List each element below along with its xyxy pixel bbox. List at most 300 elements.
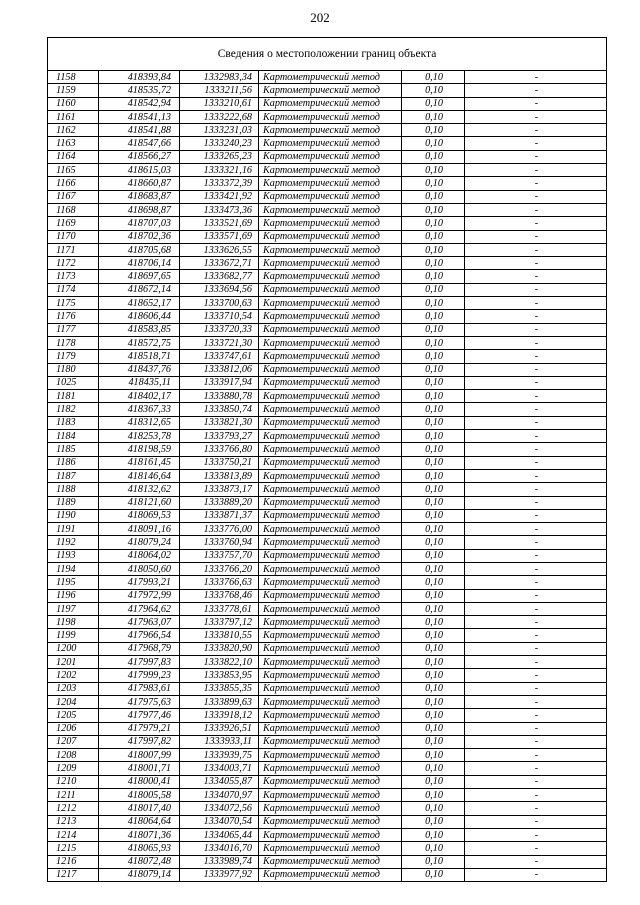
method-cell: Картометрический метод [259, 549, 402, 562]
description-cell: - [465, 868, 607, 881]
accuracy-cell: 0,10 [402, 257, 465, 270]
x-coordinate-cell: 418072,48 [99, 855, 180, 868]
point-number-cell: 1195 [48, 576, 99, 589]
method-cell: Картометрический метод [259, 709, 402, 722]
x-coordinate-cell: 418702,36 [99, 230, 180, 243]
y-coordinate-cell: 1333873,17 [180, 483, 259, 496]
point-number-cell: 1170 [48, 230, 99, 243]
point-number-cell: 1203 [48, 682, 99, 695]
table-row [48, 842, 606, 855]
accuracy-cell: 0,10 [402, 509, 465, 522]
table-row [48, 802, 606, 815]
table-row [48, 509, 606, 522]
point-number-cell: 1208 [48, 749, 99, 762]
accuracy-cell: 0,10 [402, 562, 465, 575]
accuracy-cell: 0,10 [402, 97, 465, 110]
method-cell: Картометрический метод [259, 523, 402, 536]
description-cell: - [465, 336, 607, 349]
y-coordinate-cell: 1333766,20 [180, 562, 259, 575]
x-coordinate-cell: 418000,41 [99, 775, 180, 788]
y-coordinate-cell: 1333939,75 [180, 749, 259, 762]
point-number-cell: 1158 [48, 71, 99, 84]
y-coordinate-cell: 1333760,94 [180, 536, 259, 549]
accuracy-cell: 0,10 [402, 722, 465, 735]
y-coordinate-cell: 1333989,74 [180, 855, 259, 868]
accuracy-cell: 0,10 [402, 150, 465, 163]
method-cell: Картометрический метод [259, 602, 402, 615]
x-coordinate-cell: 418091,16 [99, 523, 180, 536]
point-number-cell: 1193 [48, 549, 99, 562]
accuracy-cell: 0,10 [402, 789, 465, 802]
method-cell: Картометрический метод [259, 336, 402, 349]
point-number-cell: 1167 [48, 190, 99, 203]
table-row [48, 722, 606, 735]
accuracy-cell: 0,10 [402, 297, 465, 310]
table-row [48, 749, 606, 762]
y-coordinate-cell: 1333721,30 [180, 336, 259, 349]
method-cell: Картометрический метод [259, 842, 402, 855]
method-cell: Картометрический метод [259, 443, 402, 456]
accuracy-cell: 0,10 [402, 656, 465, 669]
y-coordinate-cell: 1333918,12 [180, 709, 259, 722]
x-coordinate-cell: 418007,99 [99, 749, 180, 762]
point-number-cell: 1202 [48, 669, 99, 682]
point-number-cell: 1182 [48, 403, 99, 416]
method-cell: Картометрический метод [259, 815, 402, 828]
method-cell: Картометрический метод [259, 110, 402, 123]
y-coordinate-cell: 1333977,92 [180, 868, 259, 881]
table-row [48, 562, 606, 575]
method-cell: Картометрический метод [259, 257, 402, 270]
table-row [48, 390, 606, 403]
accuracy-cell: 0,10 [402, 137, 465, 150]
description-cell: - [465, 110, 607, 123]
method-cell: Картометрический метод [259, 828, 402, 841]
table-row [48, 336, 606, 349]
description-cell: - [465, 602, 607, 615]
x-coordinate-cell: 418065,93 [99, 842, 180, 855]
point-number-cell: 1159 [48, 84, 99, 97]
table-row [48, 669, 606, 682]
description-cell: - [465, 150, 607, 163]
method-cell: Картометрический метод [259, 682, 402, 695]
x-coordinate-cell: 418146,64 [99, 469, 180, 482]
accuracy-cell: 0,10 [402, 243, 465, 256]
point-number-cell: 1168 [48, 203, 99, 216]
method-cell: Картометрический метод [259, 669, 402, 682]
point-number-cell: 1191 [48, 523, 99, 536]
table-row [48, 350, 606, 363]
point-number-cell: 1169 [48, 217, 99, 230]
method-cell: Картометрический метод [259, 230, 402, 243]
table-row [48, 297, 606, 310]
y-coordinate-cell: 1333853,95 [180, 669, 259, 682]
accuracy-cell: 0,10 [402, 217, 465, 230]
point-number-cell: 1184 [48, 430, 99, 443]
method-cell: Картометрический метод [259, 509, 402, 522]
accuracy-cell: 0,10 [402, 802, 465, 815]
x-coordinate-cell: 417963,07 [99, 616, 180, 629]
x-coordinate-cell: 418001,71 [99, 762, 180, 775]
point-number-cell: 1198 [48, 616, 99, 629]
y-coordinate-cell: 1333776,00 [180, 523, 259, 536]
accuracy-cell: 0,10 [402, 469, 465, 482]
description-cell: - [465, 722, 607, 735]
x-coordinate-cell: 418253,78 [99, 430, 180, 443]
table-row [48, 536, 606, 549]
table-row [48, 642, 606, 655]
accuracy-cell: 0,10 [402, 868, 465, 881]
table-row [48, 496, 606, 509]
description-cell: - [465, 682, 607, 695]
method-cell: Картометрический метод [259, 868, 402, 881]
description-cell: - [465, 177, 607, 190]
table-row [48, 602, 606, 615]
point-number-cell: 1215 [48, 842, 99, 855]
accuracy-cell: 0,10 [402, 762, 465, 775]
description-cell: - [465, 549, 607, 562]
x-coordinate-cell: 418566,27 [99, 150, 180, 163]
y-coordinate-cell: 1333747,61 [180, 350, 259, 363]
y-coordinate-cell: 1333571,69 [180, 230, 259, 243]
accuracy-cell: 0,10 [402, 616, 465, 629]
table-row [48, 150, 606, 163]
description-cell: - [465, 855, 607, 868]
x-coordinate-cell: 418435,11 [99, 376, 180, 389]
accuracy-cell: 0,10 [402, 270, 465, 283]
y-coordinate-cell: 1333766,63 [180, 576, 259, 589]
table-row [48, 855, 606, 868]
method-cell: Картометрический метод [259, 203, 402, 216]
accuracy-cell: 0,10 [402, 695, 465, 708]
accuracy-cell: 0,10 [402, 855, 465, 868]
table-row [48, 416, 606, 429]
description-cell: - [465, 390, 607, 403]
y-coordinate-cell: 1334065,44 [180, 828, 259, 841]
description-cell: - [465, 828, 607, 841]
y-coordinate-cell: 1333321,16 [180, 164, 259, 177]
x-coordinate-cell: 418697,65 [99, 270, 180, 283]
method-cell: Картометрический метод [259, 656, 402, 669]
accuracy-cell: 0,10 [402, 430, 465, 443]
accuracy-cell: 0,10 [402, 642, 465, 655]
method-cell: Картометрический метод [259, 722, 402, 735]
x-coordinate-cell: 418615,03 [99, 164, 180, 177]
table-row [48, 97, 606, 110]
accuracy-cell: 0,10 [402, 483, 465, 496]
accuracy-cell: 0,10 [402, 363, 465, 376]
point-number-cell: 1213 [48, 815, 99, 828]
x-coordinate-cell: 418393,84 [99, 71, 180, 84]
y-coordinate-cell: 1333821,30 [180, 416, 259, 429]
x-coordinate-cell: 418547,66 [99, 137, 180, 150]
point-number-cell: 1161 [48, 110, 99, 123]
y-coordinate-cell: 1333240,23 [180, 137, 259, 150]
description-cell: - [465, 735, 607, 748]
table-row [48, 124, 606, 137]
point-number-cell: 1174 [48, 283, 99, 296]
y-coordinate-cell: 1333797,12 [180, 616, 259, 629]
x-coordinate-cell: 418572,75 [99, 336, 180, 349]
point-number-cell: 1206 [48, 722, 99, 735]
table-row [48, 469, 606, 482]
description-cell: - [465, 483, 607, 496]
method-cell: Картометрический метод [259, 403, 402, 416]
table-title: Сведения о местоположении границ объекта [48, 38, 606, 71]
point-number-cell: 1183 [48, 416, 99, 429]
accuracy-cell: 0,10 [402, 735, 465, 748]
y-coordinate-cell: 1333889,20 [180, 496, 259, 509]
point-number-cell: 1164 [48, 150, 99, 163]
accuracy-cell: 0,10 [402, 828, 465, 841]
y-coordinate-cell: 1333421,92 [180, 190, 259, 203]
method-cell: Картометрический метод [259, 97, 402, 110]
y-coordinate-cell: 1333850,74 [180, 403, 259, 416]
table-row [48, 310, 606, 323]
y-coordinate-cell: 1333933,11 [180, 735, 259, 748]
description-cell: - [465, 496, 607, 509]
accuracy-cell: 0,10 [402, 669, 465, 682]
x-coordinate-cell: 417983,61 [99, 682, 180, 695]
description-cell: - [465, 97, 607, 110]
point-number-cell: 1197 [48, 602, 99, 615]
method-cell: Картометрический метод [259, 190, 402, 203]
point-number-cell: 1210 [48, 775, 99, 788]
accuracy-cell: 0,10 [402, 523, 465, 536]
x-coordinate-cell: 418017,40 [99, 802, 180, 815]
y-coordinate-cell: 1333694,56 [180, 283, 259, 296]
accuracy-cell: 0,10 [402, 842, 465, 855]
method-cell: Картометрический метод [259, 283, 402, 296]
x-coordinate-cell: 417966,54 [99, 629, 180, 642]
method-cell: Картометрический метод [259, 177, 402, 190]
point-number-cell: 1173 [48, 270, 99, 283]
description-cell: - [465, 509, 607, 522]
method-cell: Картометрический метод [259, 363, 402, 376]
x-coordinate-cell: 417977,46 [99, 709, 180, 722]
x-coordinate-cell: 418069,53 [99, 509, 180, 522]
point-number-cell: 1162 [48, 124, 99, 137]
description-cell: - [465, 709, 607, 722]
y-coordinate-cell: 1333473,36 [180, 203, 259, 216]
accuracy-cell: 0,10 [402, 576, 465, 589]
table-row [48, 283, 606, 296]
table-row [48, 84, 606, 97]
point-number-cell: 1190 [48, 509, 99, 522]
point-number-cell: 1212 [48, 802, 99, 815]
method-cell: Картометрический метод [259, 695, 402, 708]
table-row [48, 71, 606, 84]
point-number-cell: 1209 [48, 762, 99, 775]
method-cell: Картометрический метод [259, 789, 402, 802]
description-cell: - [465, 642, 607, 655]
method-cell: Картометрический метод [259, 297, 402, 310]
point-number-cell: 1166 [48, 177, 99, 190]
accuracy-cell: 0,10 [402, 416, 465, 429]
x-coordinate-cell: 418707,03 [99, 217, 180, 230]
x-coordinate-cell: 418652,17 [99, 297, 180, 310]
x-coordinate-cell: 418698,87 [99, 203, 180, 216]
method-cell: Картометрический метод [259, 589, 402, 602]
description-cell: - [465, 762, 607, 775]
y-coordinate-cell: 1333917,94 [180, 376, 259, 389]
x-coordinate-cell: 418583,85 [99, 323, 180, 336]
description-cell: - [465, 416, 607, 429]
x-coordinate-cell: 418541,88 [99, 124, 180, 137]
method-cell: Картометрический метод [259, 469, 402, 482]
point-number-cell: 1188 [48, 483, 99, 496]
table-row [48, 709, 606, 722]
x-coordinate-cell: 418535,72 [99, 84, 180, 97]
method-cell: Картометрический метод [259, 137, 402, 150]
x-coordinate-cell: 417993,21 [99, 576, 180, 589]
point-number-cell: 1199 [48, 629, 99, 642]
accuracy-cell: 0,10 [402, 310, 465, 323]
y-coordinate-cell: 1333672,71 [180, 257, 259, 270]
method-cell: Картометрический метод [259, 536, 402, 549]
accuracy-cell: 0,10 [402, 124, 465, 137]
method-cell: Картометрический метод [259, 270, 402, 283]
description-cell: - [465, 164, 607, 177]
accuracy-cell: 0,10 [402, 456, 465, 469]
table-row [48, 243, 606, 256]
x-coordinate-cell: 418079,24 [99, 536, 180, 549]
point-number-cell: 1216 [48, 855, 99, 868]
description-cell: - [465, 257, 607, 270]
description-cell: - [465, 456, 607, 469]
method-cell: Картометрический метод [259, 762, 402, 775]
point-number-cell: 1201 [48, 656, 99, 669]
x-coordinate-cell: 418541,13 [99, 110, 180, 123]
page-number: 202 [310, 10, 330, 25]
point-number-cell: 1165 [48, 164, 99, 177]
table-row [48, 203, 606, 216]
point-number-cell: 1211 [48, 789, 99, 802]
point-number-cell: 1207 [48, 735, 99, 748]
point-number-cell: 1177 [48, 323, 99, 336]
description-cell: - [465, 536, 607, 549]
x-coordinate-cell: 418071,36 [99, 828, 180, 841]
table-row [48, 735, 606, 748]
method-cell: Картометрический метод [259, 416, 402, 429]
point-number-cell: 1185 [48, 443, 99, 456]
accuracy-cell: 0,10 [402, 323, 465, 336]
x-coordinate-cell: 417979,21 [99, 722, 180, 735]
accuracy-cell: 0,10 [402, 190, 465, 203]
table-row [48, 616, 606, 629]
y-coordinate-cell: 1333757,70 [180, 549, 259, 562]
method-cell: Картометрический метод [259, 483, 402, 496]
accuracy-cell: 0,10 [402, 390, 465, 403]
method-cell: Картометрический метод [259, 150, 402, 163]
method-cell: Картометрический метод [259, 576, 402, 589]
description-cell: - [465, 775, 607, 788]
x-coordinate-cell: 418705,68 [99, 243, 180, 256]
x-coordinate-cell: 417999,23 [99, 669, 180, 682]
description-cell: - [465, 656, 607, 669]
point-number-cell: 1180 [48, 363, 99, 376]
description-cell: - [465, 789, 607, 802]
y-coordinate-cell: 1333855,35 [180, 682, 259, 695]
method-cell: Картометрический метод [259, 323, 402, 336]
x-coordinate-cell: 418437,76 [99, 363, 180, 376]
accuracy-cell: 0,10 [402, 682, 465, 695]
y-coordinate-cell: 1333521,69 [180, 217, 259, 230]
point-number-cell: 1189 [48, 496, 99, 509]
point-number-cell: 1176 [48, 310, 99, 323]
x-coordinate-cell: 418672,14 [99, 283, 180, 296]
y-coordinate-cell: 1333778,61 [180, 602, 259, 615]
description-cell: - [465, 576, 607, 589]
table-row [48, 775, 606, 788]
y-coordinate-cell: 1332983,34 [180, 71, 259, 84]
accuracy-cell: 0,10 [402, 164, 465, 177]
point-number-cell: 1217 [48, 868, 99, 881]
accuracy-cell: 0,10 [402, 549, 465, 562]
x-coordinate-cell: 418064,02 [99, 549, 180, 562]
description-cell: - [465, 562, 607, 575]
table-row [48, 483, 606, 496]
y-coordinate-cell: 1333700,63 [180, 297, 259, 310]
description-cell: - [465, 443, 607, 456]
description-cell: - [465, 84, 607, 97]
table-row [48, 403, 606, 416]
table-row [48, 828, 606, 841]
x-coordinate-cell: 418132,62 [99, 483, 180, 496]
accuracy-cell: 0,10 [402, 602, 465, 615]
accuracy-cell: 0,10 [402, 589, 465, 602]
description-cell: - [465, 430, 607, 443]
method-cell: Картометрический метод [259, 84, 402, 97]
table-row [48, 815, 606, 828]
method-cell: Картометрический метод [259, 616, 402, 629]
table-row [48, 589, 606, 602]
accuracy-cell: 0,10 [402, 496, 465, 509]
description-cell: - [465, 695, 607, 708]
table-row [48, 177, 606, 190]
table-row [48, 868, 606, 881]
x-coordinate-cell: 418079,14 [99, 868, 180, 881]
y-coordinate-cell: 1333766,80 [180, 443, 259, 456]
point-number-cell: 1194 [48, 562, 99, 575]
table-row [48, 217, 606, 230]
method-cell: Картометрический метод [259, 310, 402, 323]
point-number-cell: 1175 [48, 297, 99, 310]
y-coordinate-cell: 1333626,55 [180, 243, 259, 256]
x-coordinate-cell: 418518,71 [99, 350, 180, 363]
table-row [48, 164, 606, 177]
y-coordinate-cell: 1333926,51 [180, 722, 259, 735]
description-cell: - [465, 363, 607, 376]
accuracy-cell: 0,10 [402, 775, 465, 788]
point-number-cell: 1196 [48, 589, 99, 602]
point-number-cell: 1214 [48, 828, 99, 841]
description-cell: - [465, 469, 607, 482]
point-number-cell: 1204 [48, 695, 99, 708]
accuracy-cell: 0,10 [402, 749, 465, 762]
x-coordinate-cell: 418005,58 [99, 789, 180, 802]
point-number-cell: 1205 [48, 709, 99, 722]
accuracy-cell: 0,10 [402, 71, 465, 84]
method-cell: Картометрический метод [259, 749, 402, 762]
table-row [48, 456, 606, 469]
x-coordinate-cell: 418198,59 [99, 443, 180, 456]
accuracy-cell: 0,10 [402, 350, 465, 363]
y-coordinate-cell: 1333810,55 [180, 629, 259, 642]
y-coordinate-cell: 1333899,63 [180, 695, 259, 708]
x-coordinate-cell: 418606,44 [99, 310, 180, 323]
accuracy-cell: 0,10 [402, 283, 465, 296]
